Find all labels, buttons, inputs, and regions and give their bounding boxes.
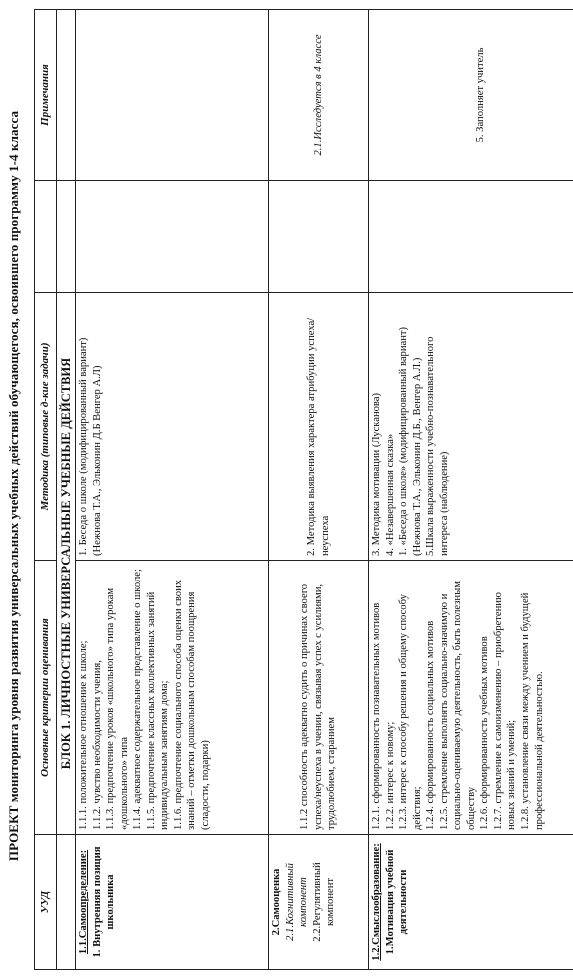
method-item: 3. Методика мотивации (Лусканова) [371, 392, 382, 556]
uud-name: 1.Мотивация учебной деятельности [384, 849, 410, 955]
criteria-item: 1.2.1. сформированность познавательных мотивов [371, 602, 382, 830]
header-row [35, 10, 57, 970]
methods-cell [269, 293, 369, 561]
uud-cell [369, 835, 573, 970]
empty-cell [76, 181, 269, 293]
criteria-item: 1.1.3. предпочтение уроков «школьного» типа урокам «дошкольного» типа [105, 587, 130, 830]
method-item: 1. Беседа о школе (модифицированный вариант) (Нежнова Т.А., Эльконин Д.Б Венгер А.Л) [78, 337, 103, 556]
criteria-cell [76, 561, 269, 835]
document-title: ПРОЕКТ мониторинга уровня развития универсальных учебных действий обучающегося, освоившего программу 1-4 класса [6, 110, 21, 862]
notes-cell: 5. Заполняет учитель [369, 10, 573, 181]
table-row [269, 10, 369, 970]
block-empty-mid [57, 181, 76, 293]
header-empty [35, 181, 57, 293]
uud-name: 1. Внутренняя позиция школьника [91, 846, 117, 958]
criteria-item: 1.2.3. интерес к способу решения и общему способу действия; [398, 594, 423, 830]
block-title: БЛОК 1. ЛИЧНОСТНЫЕ УНИВЕРСАЛЬНЫЕ УЧЕБНЫЕ ДЕЙСТВИЯ [57, 293, 76, 835]
header-notes: Примечания [35, 10, 57, 181]
method-item: 5.Шкала выраженности учебно-познавательного интереса (наблюдение) [425, 336, 450, 556]
uud-section: 1.1.Самоопределение: [78, 849, 89, 955]
criteria-item: 1.2.5. стремление выполнять социально-значимую и социально-оцениваемую деятельность, быть полезным обществу [438, 581, 477, 830]
criteria-item: 1.2.7. стремление к самоизменению – приобретению новых знаний и умений; [492, 592, 518, 830]
criteria-item: 1.1.5. предпочтение классных коллективных занятий индивидуальным занятиям дома; [145, 591, 171, 830]
criteria-item: 1.2.2. интерес к новому; [384, 721, 396, 830]
header-uud: УУД [35, 835, 57, 970]
block-row [57, 10, 76, 970]
block-empty-left [57, 835, 76, 970]
criteria-item: 1.1.4. адекватное содержательное представление о школе; [132, 569, 144, 830]
criteria-item: 1.1.6. предпочтение социального способа оценки своих знаний – отметки дошкольным способам поощрения (сладости, подарки) [172, 579, 211, 830]
methods-cell [76, 293, 269, 561]
criteria-item: 1.2.6. сформированность учебных мотивов [479, 636, 491, 830]
criteria-cell [269, 561, 369, 835]
block-empty-right [57, 10, 76, 181]
header-methods: Методика (типовые д-кие задачи) [35, 293, 57, 561]
uud-cell [269, 835, 369, 970]
criteria-item: 1.2.8. установление связи между учением и будущей профессиональной деятельностью. [520, 592, 545, 830]
method-item: 2. Методика выявления характера атрибуции успеха/неуспеха [305, 317, 331, 556]
notes-cell: 2.1.Исследуется в 4 классе [269, 10, 369, 181]
notes-cell [76, 10, 269, 181]
criteria-item: 1.1.1. положительное отношение к школе; [78, 640, 89, 830]
monitoring-table [34, 9, 573, 970]
criteria-cell [369, 561, 573, 835]
criteria-item: 1.1.2 способность адекватно судить о причинах своего успеха/неуспеха в учении, связывая успех с усилиями, трудолюбием, старанием [299, 583, 338, 830]
uud-subcomponent: 2.1.Когнитивный компонент [284, 863, 310, 941]
uud-section: 1.2.Смыслообразование: [371, 843, 382, 961]
criteria-item: 1.1.2. чувство необходимости учения, [91, 660, 103, 830]
method-item: 4. «Незавершенная сказка» [384, 433, 396, 556]
uud-cell [76, 835, 269, 970]
empty-cell [369, 181, 573, 293]
method-item: 1. «Беседа о школе» (модифицированный вариант) (Нежнова Т.А., Эльконин Д.Б., Венгер А.Л.) [398, 326, 423, 556]
uud-subcomponent: 2.2.Регулятивный компонент [311, 862, 337, 942]
criteria-item: 1.2.4. сформированность социальных мотивов [425, 620, 437, 830]
uud-section: 2.Самооценка [271, 868, 282, 936]
methods-cell [369, 293, 573, 561]
table-row [76, 10, 269, 970]
header-criteria: Основные критерии оценивания [35, 561, 57, 835]
empty-cell [269, 181, 369, 293]
table-row [369, 10, 573, 970]
